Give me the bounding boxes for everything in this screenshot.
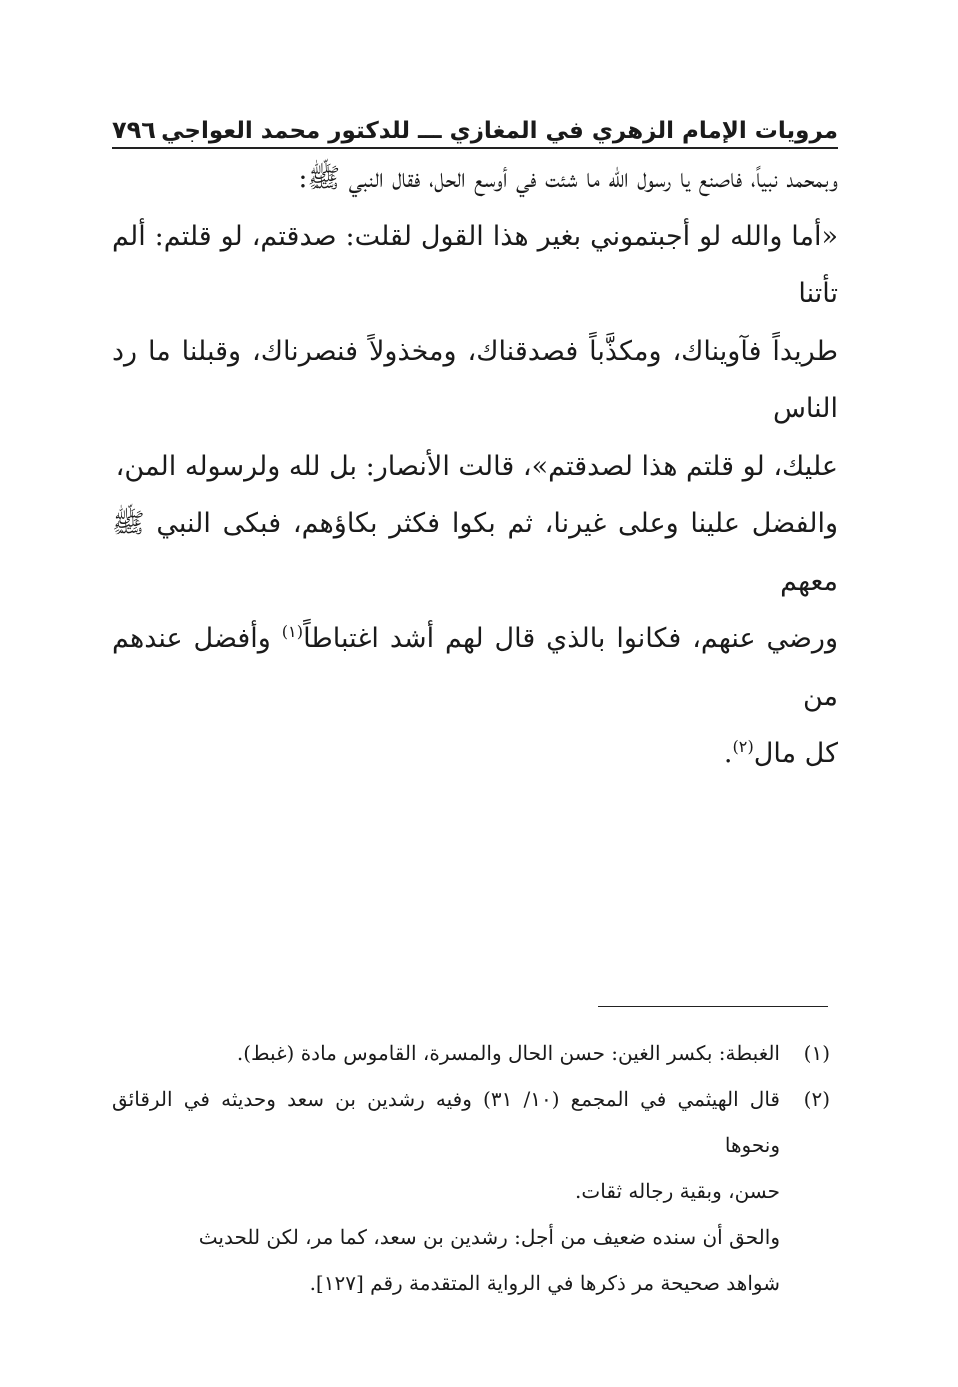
text-line — [112, 725, 838, 783]
footnote-number: (١) — [803, 1041, 830, 1065]
text-line: والفضل علينا وعلى غيرنا، ثم بكوا فكثر بكاؤهم، فبكى النبي ﷺ معهم — [112, 508, 838, 597]
footnote-note: والحق أن سنده ضعيف من أجل: رشدين بن سعد، كما مر، لكن للحديث — [198, 1225, 780, 1249]
footnotes — [112, 1030, 830, 1306]
header-rule — [112, 147, 838, 149]
footnote-ref-2: (٢) — [732, 737, 754, 756]
footnote-2 — [112, 1076, 830, 1168]
footnote-note: شواهد صحيحة مر ذكرها في الرواية المتقدمة رقم [١٢٧]. — [309, 1271, 780, 1295]
footnote-1 — [112, 1030, 830, 1076]
text-segment: وأفضل عندهم من — [112, 623, 838, 712]
text-line: «أما والله لو أجبتموني بغير هذا القول لقلت: صدقتم، لو قلتم: ألم تأتنا — [112, 220, 838, 309]
main-text — [112, 150, 838, 783]
text-segment: ورضي عنهم، فكانوا بالذي قال لهم أشد اغتباطاً — [303, 623, 838, 654]
text-line — [112, 610, 838, 725]
footnote-text: الغبطة: بكسر الغين: حسن الحال والمسرة، القاموس مادة (غبط). — [236, 1041, 780, 1065]
text-line: طريداً فآويناك، ومكذَّباً فصدقناك، ومخذولاً فنصرناك، وقبلنا ما رد الناس — [112, 335, 838, 424]
footnote-continuation: حسن، وبقية رجاله ثقات. — [575, 1179, 780, 1203]
text-segment: كل مال — [753, 738, 838, 769]
text-line: عليك، لو قلتم هذا لصدقتم»، قالت الأنصار: بل لله ولرسوله المن، — [115, 450, 838, 482]
running-header-title: مرويات الإمام الزهري في المغازي ـــ للدكتور محمد العواجي — [161, 118, 838, 144]
page-number: ٧٩٦ — [112, 116, 156, 144]
text-segment: . — [723, 738, 733, 769]
footnote-separator — [598, 1006, 828, 1007]
page-header — [112, 104, 838, 144]
text-line: وبمحمد نبياً، فاصنع يا رسول الله ما شئت في أوسع الحل، فقال النبي ﷺ: — [298, 163, 838, 194]
footnote-text: قال الهيثمي في المجمع (١٠/ ٣١) وفيه رشدين بن سعد وحديثه في الرقائق ونحوها — [112, 1087, 780, 1157]
footnote-number: (٢) — [803, 1087, 830, 1111]
footnote-ref-1: (١) — [281, 622, 304, 641]
